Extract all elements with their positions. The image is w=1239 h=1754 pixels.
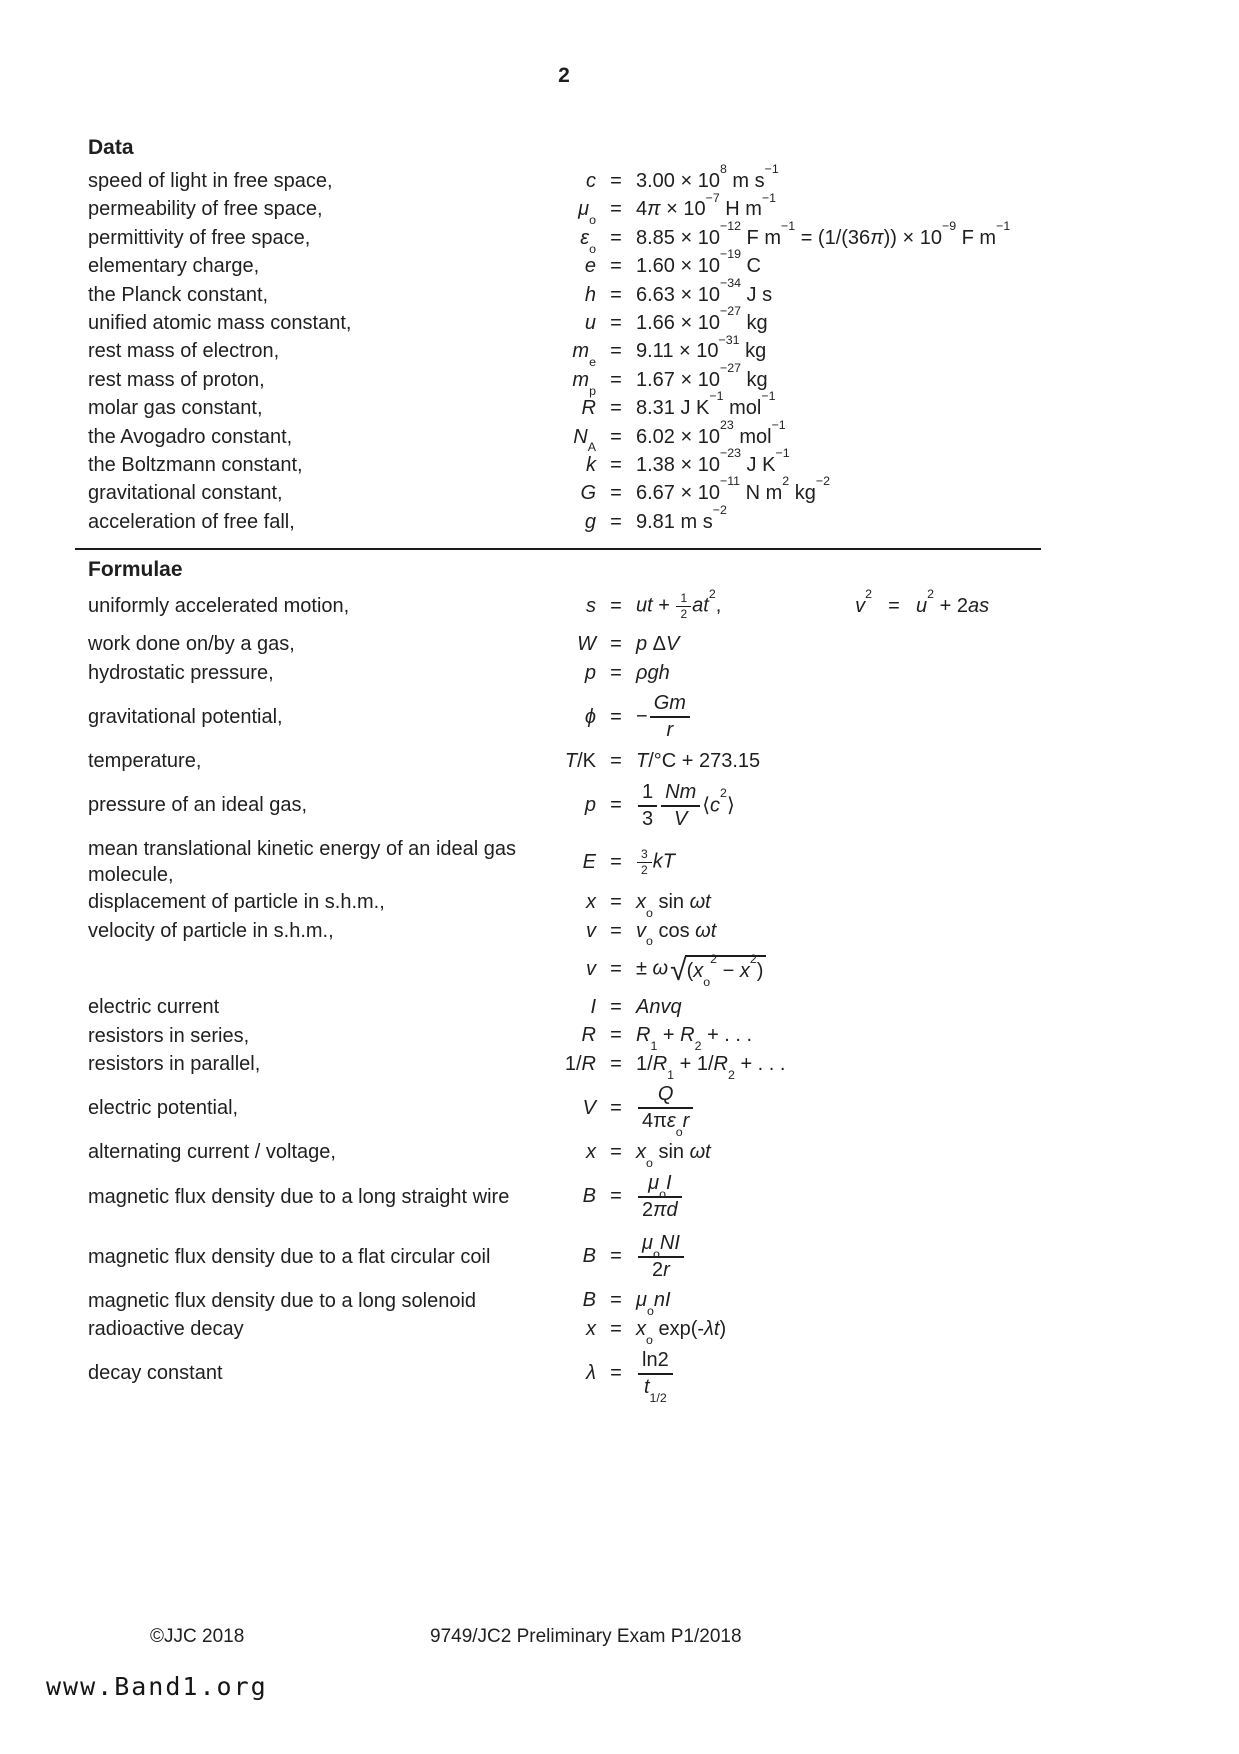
data-row: [88, 502, 1040, 539]
quantity-label: unified atomic mass constant,: [88, 311, 352, 334]
quantity-value: $6.02 \times 10^{23}$ mol$^{-1}$: [636, 417, 786, 448]
equals-sign: =: [610, 633, 622, 656]
equals-sign: =: [610, 1289, 622, 1312]
formula-symbol: B: [582, 1185, 596, 1208]
formula-expression: $x_o$ sin ωt: [636, 1141, 711, 1171]
formula-label: resistors in parallel,: [88, 1052, 261, 1075]
formula-label: alternating current / voltage,: [88, 1141, 336, 1164]
equals-sign: =: [610, 510, 622, 533]
formula-expression-2: $u^2 + 2as$: [916, 586, 990, 617]
formula-label: electric current: [88, 996, 220, 1019]
formula-symbol: R: [581, 1024, 596, 1047]
formula-label: radioactive decay: [88, 1318, 244, 1341]
quantity-label: speed of light in free space,: [88, 170, 333, 192]
formula-label: magnetic flux density due to a long solenoid: [88, 1289, 477, 1312]
quantity-label: the Boltzmann constant,: [88, 453, 303, 476]
equals-sign: =: [610, 850, 622, 873]
formula-expression: $\frac{\mu_oNI}{2r}$: [636, 1232, 686, 1282]
formula-row: [88, 888, 1040, 921]
data-row: [88, 360, 1040, 398]
data-row: [88, 446, 1040, 482]
formula-label: pressure of an ideal gas,: [88, 794, 308, 817]
formula-expression: $\mu_onI$: [636, 1289, 671, 1319]
data-row: [88, 417, 1040, 455]
equals-sign: =: [610, 594, 622, 617]
equals-sign: =: [888, 594, 900, 617]
equals-sign: =: [610, 1024, 622, 1047]
quantity-label: rest mass of proton,: [88, 368, 265, 391]
quantity-label: the Planck constant,: [88, 283, 269, 306]
formula-expression: ut + $\frac{1}{2}$ $at^2$,: [636, 586, 722, 621]
quantity-label: acceleration of free fall,: [88, 510, 295, 533]
formula-label: gravitational potential,: [88, 706, 283, 729]
equals-sign: =: [610, 425, 622, 448]
formula-expression: Anvq: [636, 995, 682, 1018]
formula-label: magnetic flux density due to a flat circular coil: [88, 1245, 491, 1268]
page-content: [88, 136, 1040, 1404]
quantity-symbol: c: [586, 170, 596, 192]
formula-expression: $1/R_1 + 1/R_2$ + . . .: [636, 1052, 786, 1082]
quantity-value: $6.67 \times 10^{-11}$ N $m^2$ $kg^{-2}$: [636, 474, 831, 505]
formula-label: decay constant: [88, 1362, 223, 1385]
equals-sign: =: [610, 1096, 622, 1119]
formula-label: work done on/by a gas,: [88, 633, 295, 656]
formula-row: [88, 1138, 1040, 1171]
page-number: 2: [558, 64, 570, 87]
quantity-symbol: g: [584, 510, 596, 533]
quantity-label: permeability of free space,: [88, 198, 323, 221]
formula-row: [88, 993, 1040, 1021]
quantity-label: elementary charge,: [88, 255, 260, 278]
data-row: [88, 190, 1040, 228]
formula-row: [88, 836, 1040, 889]
formula-symbol: ϕ: [584, 705, 596, 728]
quantity-symbol: u: [584, 311, 596, 334]
equals-sign: =: [610, 794, 622, 817]
formula-row: [88, 1315, 1040, 1347]
footer-copyright: ©JJC 2018: [150, 1626, 245, 1647]
quantity-symbol: k: [586, 453, 596, 476]
formula-expression: $R_1 + R_2$ + . . .: [636, 1024, 753, 1054]
section-divider: [75, 548, 1041, 550]
equals-sign: =: [610, 198, 622, 221]
equals-sign: =: [610, 995, 622, 1018]
formula-row: [88, 1344, 1040, 1404]
quantity-value: $4\pi \times 10^{-7}$ H $m^{-1}$: [636, 190, 777, 221]
equals-sign: =: [610, 482, 622, 505]
equals-sign: =: [610, 1052, 622, 1075]
formula-symbol-2: $v^2$: [855, 586, 872, 617]
formula-expression: T/°C + 273.15: [636, 749, 761, 772]
formulae-section-heading: Formulae: [88, 558, 183, 582]
footer-exam-reference: 9749/JC2 Preliminary Exam P1/2018: [430, 1626, 742, 1647]
equals-sign: =: [610, 397, 622, 420]
equals-sign: =: [610, 957, 622, 980]
quantity-symbol: R: [581, 397, 596, 420]
data-row: [88, 247, 1040, 283]
quantity-symbol: $\varepsilon_o$: [580, 226, 596, 256]
data-row: [88, 218, 1040, 256]
data-row: [88, 389, 1040, 425]
quantity-symbol: $\mu_o$: [578, 198, 596, 228]
formula-label: electric potential,: [88, 1097, 239, 1120]
formula-expression: $\frac{1}{3}$ $\frac{Nm}{V}$ $⟨c^2⟩$: [636, 781, 735, 831]
formula-symbol: 1/R: [564, 1052, 596, 1075]
formula-row: [88, 747, 1040, 775]
formula-symbol: p: [584, 794, 596, 817]
formula-expression: − $\frac{Gm}{r}$: [636, 692, 692, 742]
formula-label: magnetic flux density due to a long straight wire: [88, 1185, 510, 1208]
equals-sign: =: [610, 705, 622, 728]
quantity-value: $1.38 \times 10^{-23}$ J $K^{-1}$: [636, 446, 790, 476]
formula-row: [88, 1287, 1040, 1319]
formula-symbol: I: [590, 995, 596, 1018]
equals-sign: =: [610, 283, 622, 306]
quantity-symbol: $m_p$: [572, 368, 596, 398]
equals-sign: =: [610, 255, 622, 278]
formula-row: [88, 1078, 1040, 1138]
formula-label: mean translational kinetic energy of an ideal gas molecule,: [88, 837, 517, 887]
quantity-value: $1.66 \times 10^{-27}$ kg: [636, 304, 768, 334]
formula-row: [88, 945, 1040, 993]
quantity-value: $6.63 \times 10^{-34}$ J s: [636, 275, 773, 306]
equals-sign: =: [610, 340, 622, 363]
formula-label: displacement of particle in s.h.m.,: [88, 891, 385, 914]
equals-sign: =: [610, 170, 622, 192]
formula-row: [88, 659, 1040, 687]
formula-expression: ± ω √ $(x_o^2 - x^2)$: [636, 955, 766, 983]
formula-row: [88, 1167, 1040, 1227]
formula-expression: $\frac{\ln 2}{t_{1/2}}$: [636, 1349, 675, 1399]
formula-expression: $x_o$ exp(-λt): [636, 1317, 727, 1347]
equals-sign: =: [610, 453, 622, 476]
data-rows-container: [88, 162, 1040, 539]
formula-expression: $x_o$ sin ωt: [636, 891, 711, 921]
quantity-value: $1.67 \times 10^{-27}$ kg: [636, 360, 768, 391]
equals-sign: =: [610, 311, 622, 334]
formula-symbol: E: [582, 850, 596, 873]
formula-expression: ρgh: [636, 661, 670, 684]
equals-sign: =: [610, 1185, 622, 1208]
data-row: [88, 162, 1040, 198]
data-section-heading: Data: [88, 136, 134, 159]
quantity-symbol: h: [584, 283, 596, 306]
formula-row: [88, 1050, 1040, 1082]
equals-sign: =: [610, 368, 622, 391]
formula-label: resistors in series,: [88, 1024, 250, 1047]
formula-row: [88, 776, 1040, 836]
formula-symbol: λ: [586, 1362, 596, 1385]
equals-sign: =: [610, 1245, 622, 1268]
quantity-value: 8.31 J $K^{-1}$ mol$^{-1}$: [636, 389, 776, 420]
formula-rows-container: [88, 586, 1040, 1405]
formula-symbol: W: [577, 633, 596, 656]
formula-label: uniformly accelerated motion,: [88, 595, 350, 618]
quantity-symbol: $m_e$: [572, 340, 596, 370]
quantity-label: rest mass of electron,: [88, 340, 280, 363]
equals-sign: =: [610, 749, 622, 772]
formula-expression: $\frac{Q}{4\pi\varepsilon_or}$: [636, 1083, 695, 1133]
formula-row: [88, 1227, 1040, 1287]
quantity-value: $9.11 \times 10^{-31}$ kg: [636, 332, 767, 363]
formula-symbol: B: [582, 1245, 596, 1268]
formula-symbol: x: [586, 891, 596, 914]
quantity-symbol: e: [584, 255, 596, 278]
data-row: [88, 474, 1040, 510]
equals-sign: =: [610, 919, 622, 942]
quantity-symbol: G: [580, 482, 596, 505]
formula-symbol: s: [586, 594, 596, 617]
quantity-value: 9.81 m $s^{-2}$: [636, 502, 727, 533]
equals-sign: =: [610, 1362, 622, 1385]
formula-symbol: p: [584, 661, 596, 684]
quantity-label: the Avogadro constant,: [88, 425, 293, 448]
formula-symbol: T/K: [564, 749, 596, 772]
formula-label: velocity of particle in s.h.m.,: [88, 919, 334, 942]
formula-label: hydrostatic pressure,: [88, 661, 274, 684]
data-row: [88, 332, 1040, 370]
formula-symbol: v: [586, 919, 596, 942]
formula-symbol: B: [582, 1289, 596, 1312]
quantity-label: molar gas constant,: [88, 397, 263, 420]
quantity-label: gravitational constant,: [88, 482, 283, 505]
quantity-value: $3.00 \times 10^8$ m $s^{-1}$: [636, 162, 779, 192]
formula-row: [88, 630, 1040, 658]
formula-expression: $v_o$ cos ωt: [636, 919, 717, 949]
quantity-symbol: $N_A$: [573, 425, 596, 455]
equals-sign: =: [610, 1141, 622, 1164]
equals-sign: =: [610, 226, 622, 249]
formula-label: temperature,: [88, 750, 202, 773]
quantity-value: $1.60 \times 10^{-19}$ C: [636, 247, 761, 278]
formula-expression: $\frac{\mu_oI}{2\pi d}$: [636, 1172, 684, 1222]
formula-row: [88, 1022, 1040, 1054]
formula-symbol: v: [586, 957, 596, 980]
watermark-url: www.Band1.org: [46, 1672, 268, 1701]
formula-expression: $\frac{3}{2}$ kT: [636, 848, 675, 876]
formula-symbol: V: [582, 1096, 596, 1119]
formula-row: [88, 586, 1040, 621]
formula-symbol: x: [586, 1317, 596, 1340]
formula-symbol: x: [586, 1141, 596, 1164]
equals-sign: =: [610, 891, 622, 914]
equals-sign: =: [610, 661, 622, 684]
data-row: [88, 275, 1040, 312]
data-row: [88, 304, 1040, 340]
quantity-value: $8.85 \times 10^{-12}$ F $m^{-1} = (1/(36\pi)) \times 10^{-9}$ F $m^{-1}$: [636, 218, 1011, 249]
quantity-label: permittivity of free space,: [88, 226, 311, 249]
formula-row: [88, 687, 1040, 747]
formula-row: [88, 917, 1040, 949]
equals-sign: =: [610, 1317, 622, 1340]
formula-expression: p ΔV: [636, 633, 680, 656]
